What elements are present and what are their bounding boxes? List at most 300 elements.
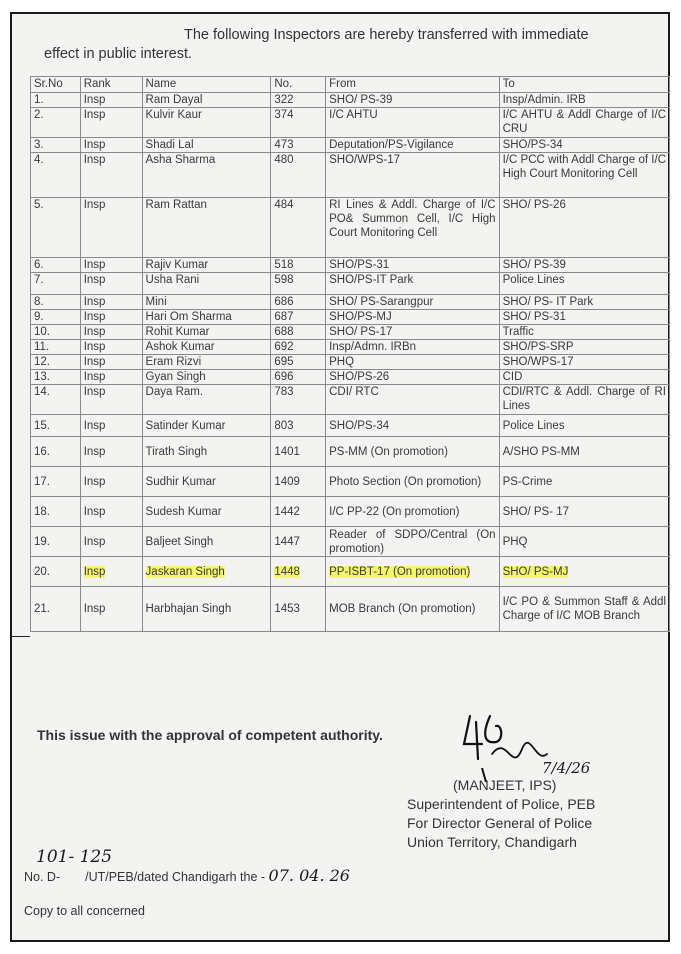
cell-rank-text: Insp xyxy=(83,94,106,106)
cell-name xyxy=(142,527,271,557)
cell-name-text: Kulvir Kaur xyxy=(145,109,202,121)
cell-from-text: SHO/PS-31 xyxy=(329,259,390,271)
cell-from xyxy=(326,340,499,355)
cell-rank-text: Insp xyxy=(83,296,106,308)
cell-to-text: CDI/RTC & Addl. Charge of RI Lines xyxy=(502,386,666,412)
cell-no-text: 687 xyxy=(274,311,294,323)
table-row xyxy=(31,587,670,632)
table-row xyxy=(31,355,670,370)
cell-no xyxy=(271,355,326,370)
cell-rank xyxy=(80,370,142,385)
cell-name xyxy=(142,355,271,370)
cell-from-text: Insp/Admn. IRBn xyxy=(329,341,417,353)
cell-to-text: Police Lines xyxy=(502,419,565,432)
cell-name xyxy=(142,325,271,340)
cell-name-text: Daya Ram. xyxy=(145,386,204,398)
cell-srno-text: 1. xyxy=(34,94,44,106)
header-name: Name xyxy=(142,77,271,93)
cell-srno xyxy=(31,93,81,108)
approval-text: This issue with the approval of competent authority. xyxy=(37,727,383,743)
cell-rank-text: Insp xyxy=(83,419,106,432)
signatory-line-1: Superintendent of Police, PEB xyxy=(407,796,596,812)
cell-to-text: I/C PO & Summon Staff & Addl Charge of I/C MOB Branch xyxy=(502,596,666,622)
cell-no-text: 1448 xyxy=(274,565,300,578)
cell-name-text: Gyan Singh xyxy=(145,371,206,383)
cell-srno-text: 15. xyxy=(34,419,50,432)
cell-no xyxy=(271,108,326,138)
cell-name xyxy=(142,198,271,258)
cell-srno-text: 18. xyxy=(34,505,50,518)
cell-to xyxy=(499,273,669,295)
cell-from-text: SHO/PS-34 xyxy=(329,419,390,432)
signatory-name: (MANJEET, IPS) xyxy=(453,777,557,793)
cell-no-text: 803 xyxy=(274,419,294,432)
cell-name xyxy=(142,153,271,198)
cell-no-text: 322 xyxy=(274,94,294,106)
cell-name xyxy=(142,273,271,295)
cell-from xyxy=(326,258,499,273)
cell-from-text: SHO/ PS-39 xyxy=(329,94,393,106)
cell-name xyxy=(142,108,271,138)
cell-name-text: Tirath Singh xyxy=(145,445,208,458)
cell-no xyxy=(271,497,326,527)
cell-srno-text: 5. xyxy=(34,199,44,211)
cell-to-text: PS-Crime xyxy=(502,475,553,488)
cell-from xyxy=(326,355,499,370)
dispatch-range: 101- 125 xyxy=(36,847,113,867)
cell-srno-text: 16. xyxy=(34,445,50,458)
cell-srno xyxy=(31,340,81,355)
dispatch-prefix: No. D- xyxy=(24,870,61,884)
cell-srno-text: 6. xyxy=(34,259,44,271)
cell-rank-text: Insp xyxy=(83,603,106,615)
cell-name xyxy=(142,258,271,273)
cell-to xyxy=(499,93,669,108)
cell-name-text: Ashok Kumar xyxy=(145,341,215,353)
dispatch-line xyxy=(24,866,350,885)
cell-no xyxy=(271,385,326,415)
signatory-line-3: Union Territory, Chandigarh xyxy=(407,834,577,850)
cell-from-text: RI Lines & Addl. Charge of I/C PO& Summon Cell, I/C High Court Monitoring Cell xyxy=(329,199,496,239)
table-row xyxy=(31,325,670,340)
cell-rank xyxy=(80,198,142,258)
cell-no-text: 1447 xyxy=(274,535,300,548)
table-row xyxy=(31,467,670,497)
cell-srno xyxy=(31,385,81,415)
cell-no-text: 686 xyxy=(274,296,294,308)
cell-srno-text: 9. xyxy=(34,311,44,323)
cell-srno-text: 20. xyxy=(34,565,50,578)
cell-name xyxy=(142,138,271,153)
table-header-row xyxy=(31,77,670,93)
cell-to xyxy=(499,385,669,415)
cell-rank-text: Insp xyxy=(83,371,106,383)
cell-srno xyxy=(31,108,81,138)
cell-srno xyxy=(31,138,81,153)
cell-rank-text: Insp xyxy=(83,259,106,271)
cell-srno xyxy=(31,295,81,310)
cell-rank-text: Insp xyxy=(83,535,106,548)
cell-to xyxy=(499,355,669,370)
cell-to xyxy=(499,310,669,325)
cell-srno xyxy=(31,310,81,325)
cell-to xyxy=(499,467,669,497)
cell-no xyxy=(271,93,326,108)
cell-from xyxy=(326,325,499,340)
cell-from-text: CDI/ RTC xyxy=(329,386,379,398)
cell-rank xyxy=(80,273,142,295)
table-row xyxy=(31,93,670,108)
table-body xyxy=(31,93,670,632)
cell-srno-text: 3. xyxy=(34,139,44,151)
cell-name xyxy=(142,437,271,467)
cell-from xyxy=(326,587,499,632)
cell-to xyxy=(499,340,669,355)
cell-name-text: Ram Dayal xyxy=(145,94,203,106)
cell-name-text: Baljeet Singh xyxy=(145,535,214,548)
cell-rank-text: Insp xyxy=(83,311,106,323)
cell-name-text: Usha Rani xyxy=(145,274,200,286)
cell-rank-text: Insp xyxy=(83,274,106,286)
table-row xyxy=(31,198,670,258)
cell-srno xyxy=(31,587,81,632)
cell-srno xyxy=(31,370,81,385)
cell-from xyxy=(326,415,499,437)
cell-to xyxy=(499,587,669,632)
cell-srno-text: 21. xyxy=(34,603,50,615)
cell-rank xyxy=(80,310,142,325)
cell-rank xyxy=(80,340,142,355)
cell-from xyxy=(326,497,499,527)
table-row xyxy=(31,557,670,587)
cell-to xyxy=(499,198,669,258)
cell-rank-text: Insp xyxy=(83,109,106,121)
cell-to xyxy=(499,153,669,198)
cell-name-text: Jaskaran Singh xyxy=(145,565,225,578)
cell-from-text: I/C AHTU xyxy=(329,109,378,121)
intro-line-1: The following Inspectors are hereby transferred with immediate xyxy=(184,27,589,43)
cell-srno xyxy=(31,325,81,340)
cell-rank-text: Insp xyxy=(83,505,106,518)
cell-rank-text: Insp xyxy=(83,356,106,368)
cell-srno-text: 12. xyxy=(34,356,50,368)
cell-to xyxy=(499,497,669,527)
cell-no-text: 1401 xyxy=(274,445,300,458)
cell-rank xyxy=(80,355,142,370)
cell-rank xyxy=(80,497,142,527)
header-to: To xyxy=(499,77,669,93)
intro-line-2: effect in public interest. xyxy=(44,46,193,62)
cell-name xyxy=(142,310,271,325)
header-srno: Sr.No xyxy=(31,77,81,93)
cell-to-text: SHO/ PS-31 xyxy=(502,311,566,323)
cell-from-text: MOB Branch (On promotion) xyxy=(329,603,476,615)
cell-to-text: Traffic xyxy=(502,326,534,338)
cell-from xyxy=(326,108,499,138)
cell-rank-text: Insp xyxy=(83,199,106,211)
cell-rank-text: Insp xyxy=(83,565,106,578)
cell-no-text: 696 xyxy=(274,371,294,383)
cell-from xyxy=(326,273,499,295)
cell-srno xyxy=(31,258,81,273)
cell-rank xyxy=(80,108,142,138)
cell-to xyxy=(499,138,669,153)
cell-rank xyxy=(80,138,142,153)
cell-to xyxy=(499,108,669,138)
cell-to-text: SHO/ PS- IT Park xyxy=(502,296,594,308)
table-row xyxy=(31,497,670,527)
cell-rank-text: Insp xyxy=(83,445,106,458)
table-row xyxy=(31,258,670,273)
header-no: No. xyxy=(271,77,326,93)
cell-from xyxy=(326,310,499,325)
table-row xyxy=(31,153,670,198)
cell-rank xyxy=(80,258,142,273)
cell-name-text: Satinder Kumar xyxy=(145,419,226,432)
cell-name xyxy=(142,587,271,632)
cell-to-text: I/C PCC with Addl Charge of I/C High Court Monitoring Cell xyxy=(502,154,666,180)
copy-to-text: Copy to all concerned xyxy=(24,904,145,918)
cell-to xyxy=(499,370,669,385)
cell-srno xyxy=(31,557,81,587)
cell-no xyxy=(271,153,326,198)
cell-from xyxy=(326,138,499,153)
cell-from-text: SHO/ PS-Sarangpur xyxy=(329,296,434,308)
cell-no xyxy=(271,415,326,437)
cell-name xyxy=(142,370,271,385)
cell-name xyxy=(142,295,271,310)
cell-name-text: Sudhir Kumar xyxy=(145,475,216,488)
cell-name-text: Rohit Kumar xyxy=(145,326,210,338)
cell-no-text: 518 xyxy=(274,259,294,271)
table-row xyxy=(31,415,670,437)
cell-no-text: 695 xyxy=(274,356,294,368)
cell-name xyxy=(142,93,271,108)
cell-name-text: Mini xyxy=(145,296,167,308)
cell-to-text: SHO/ PS- 17 xyxy=(502,505,570,518)
cell-to-text: SHO/ PS-26 xyxy=(502,199,566,211)
cell-no-text: 783 xyxy=(274,386,294,398)
transfer-table xyxy=(30,76,670,632)
cell-from-text: SHO/PS-MJ xyxy=(329,311,392,323)
cell-no xyxy=(271,437,326,467)
cell-srno-text: 2. xyxy=(34,109,44,121)
table-row xyxy=(31,273,670,295)
cell-srno xyxy=(31,198,81,258)
cell-name xyxy=(142,557,271,587)
cell-from xyxy=(326,467,499,497)
cell-to xyxy=(499,437,669,467)
cell-from-text: SHO/ PS-17 xyxy=(329,326,393,338)
cell-from-text: Reader of SDPO/Central (On promotion) xyxy=(329,528,496,555)
cell-no-text: 480 xyxy=(274,154,294,166)
cell-name xyxy=(142,467,271,497)
cell-no xyxy=(271,295,326,310)
cell-to-text: PHQ xyxy=(502,535,528,548)
cell-to xyxy=(499,258,669,273)
table-row xyxy=(31,527,670,557)
cell-srno-text: 4. xyxy=(34,154,44,166)
cell-from-text: PS-MM (On promotion) xyxy=(329,445,448,458)
cell-to-text: SHO/WPS-17 xyxy=(502,356,574,368)
table-row xyxy=(31,108,670,138)
cell-rank xyxy=(80,437,142,467)
cell-srno-text: 10. xyxy=(34,326,50,338)
cell-srno-text: 17. xyxy=(34,475,50,488)
cell-no xyxy=(271,198,326,258)
cell-srno xyxy=(31,415,81,437)
table-row xyxy=(31,310,670,325)
cell-to xyxy=(499,325,669,340)
cell-no xyxy=(271,527,326,557)
cell-from-text: SHO/WPS-17 xyxy=(329,154,401,166)
cell-srno xyxy=(31,153,81,198)
cell-from-text: SHO/PS-IT Park xyxy=(329,274,414,286)
cell-rank xyxy=(80,415,142,437)
signatory-block xyxy=(407,776,595,852)
cell-to xyxy=(499,527,669,557)
cell-no-text: 484 xyxy=(274,199,294,211)
cell-from xyxy=(326,295,499,310)
cell-no xyxy=(271,273,326,295)
cell-no xyxy=(271,557,326,587)
cell-to-text: Insp/Admin. IRB xyxy=(502,94,586,106)
cell-no xyxy=(271,340,326,355)
cell-to-text: I/C AHTU & Addl Charge of I/C CRU xyxy=(502,109,666,135)
cell-no-text: 598 xyxy=(274,274,294,286)
cell-no xyxy=(271,310,326,325)
cell-srno xyxy=(31,355,81,370)
cell-name-text: Ram Rattan xyxy=(145,199,207,211)
dispatch-middle: /UT/PEB/dated Chandigarh the - xyxy=(85,870,266,884)
margin-mark xyxy=(10,636,30,637)
cell-from-text: PHQ xyxy=(329,356,355,368)
cell-rank xyxy=(80,325,142,340)
dispatch-date: 07. 04. 26 xyxy=(268,866,350,885)
table-row xyxy=(31,385,670,415)
cell-from-text: SHO/PS-26 xyxy=(329,371,390,383)
cell-rank-text: Insp xyxy=(83,139,106,151)
cell-to-text: SHO/ PS-39 xyxy=(502,259,566,271)
cell-name-text: Hari Om Sharma xyxy=(145,311,232,323)
cell-no xyxy=(271,467,326,497)
cell-srno-text: 7. xyxy=(34,274,44,286)
cell-to xyxy=(499,557,669,587)
cell-from-text: Deputation/PS-Vigilance xyxy=(329,139,454,151)
cell-no-text: 473 xyxy=(274,139,294,151)
cell-rank xyxy=(80,587,142,632)
cell-from xyxy=(326,437,499,467)
cell-name-text: Harbhajan Singh xyxy=(145,603,232,615)
cell-no xyxy=(271,325,326,340)
cell-name xyxy=(142,385,271,415)
cell-srno xyxy=(31,527,81,557)
cell-rank xyxy=(80,527,142,557)
cell-name-text: Sudesh Kumar xyxy=(145,505,222,518)
cell-name-text: Rajiv Kumar xyxy=(145,259,209,271)
cell-from xyxy=(326,370,499,385)
signatory-line-2: For Director General of Police xyxy=(407,815,593,831)
cell-from-text: I/C PP-22 (On promotion) xyxy=(329,505,460,518)
cell-from xyxy=(326,527,499,557)
cell-no-text: 688 xyxy=(274,326,294,338)
cell-no xyxy=(271,138,326,153)
cell-rank xyxy=(80,467,142,497)
cell-from xyxy=(326,93,499,108)
cell-from xyxy=(326,385,499,415)
transfer-order-document xyxy=(10,12,670,942)
table-row xyxy=(31,138,670,153)
cell-srno-text: 14. xyxy=(34,386,50,398)
table-row xyxy=(31,340,670,355)
cell-rank-text: Insp xyxy=(83,326,106,338)
cell-from-text: PP-ISBT-17 (On promotion) xyxy=(329,565,471,578)
cell-srno xyxy=(31,437,81,467)
cell-no xyxy=(271,370,326,385)
cell-rank-text: Insp xyxy=(83,341,106,353)
cell-rank-text: Insp xyxy=(83,386,106,398)
cell-srno xyxy=(31,273,81,295)
cell-to-text: SHO/PS-34 xyxy=(502,139,563,151)
cell-srno-text: 13. xyxy=(34,371,50,383)
cell-name xyxy=(142,497,271,527)
cell-no-text: 1442 xyxy=(274,505,300,518)
cell-rank-text: Insp xyxy=(83,154,106,166)
cell-srno xyxy=(31,467,81,497)
intro-text xyxy=(44,26,654,64)
cell-name-text: Shadi Lal xyxy=(145,139,194,151)
header-from: From xyxy=(326,77,499,93)
table-row xyxy=(31,437,670,467)
cell-no-text: 692 xyxy=(274,341,294,353)
cell-rank xyxy=(80,153,142,198)
signature-date: 7/4/26 xyxy=(542,759,591,777)
cell-to-text: SHO/ PS-MJ xyxy=(502,565,569,578)
header-rank: Rank xyxy=(80,77,142,93)
cell-no-text: 1453 xyxy=(274,603,300,615)
cell-name xyxy=(142,340,271,355)
cell-to-text: CID xyxy=(502,371,523,383)
cell-name xyxy=(142,415,271,437)
cell-srno-text: 11. xyxy=(34,341,50,353)
cell-rank xyxy=(80,295,142,310)
cell-to-text: Police Lines xyxy=(502,274,565,286)
cell-to-text: SHO/PS-SRP xyxy=(502,341,574,353)
cell-from xyxy=(326,153,499,198)
cell-rank xyxy=(80,93,142,108)
cell-to xyxy=(499,295,669,310)
cell-from xyxy=(326,198,499,258)
table-row xyxy=(31,295,670,310)
cell-srno-text: 8. xyxy=(34,296,44,308)
cell-rank-text: Insp xyxy=(83,475,106,488)
cell-no-text: 1409 xyxy=(274,475,300,488)
cell-to-text: A/SHO PS-MM xyxy=(502,445,580,458)
cell-rank xyxy=(80,557,142,587)
cell-to xyxy=(499,415,669,437)
table-row xyxy=(31,370,670,385)
cell-name-text: Eram Rizvi xyxy=(145,356,202,368)
cell-no-text: 374 xyxy=(274,109,294,121)
cell-from xyxy=(326,557,499,587)
cell-name-text: Asha Sharma xyxy=(145,154,216,166)
cell-no xyxy=(271,258,326,273)
cell-srno-text: 19. xyxy=(34,535,50,548)
cell-rank xyxy=(80,385,142,415)
cell-srno xyxy=(31,497,81,527)
cell-no xyxy=(271,587,326,632)
cell-from-text: Photo Section (On promotion) xyxy=(329,475,482,488)
